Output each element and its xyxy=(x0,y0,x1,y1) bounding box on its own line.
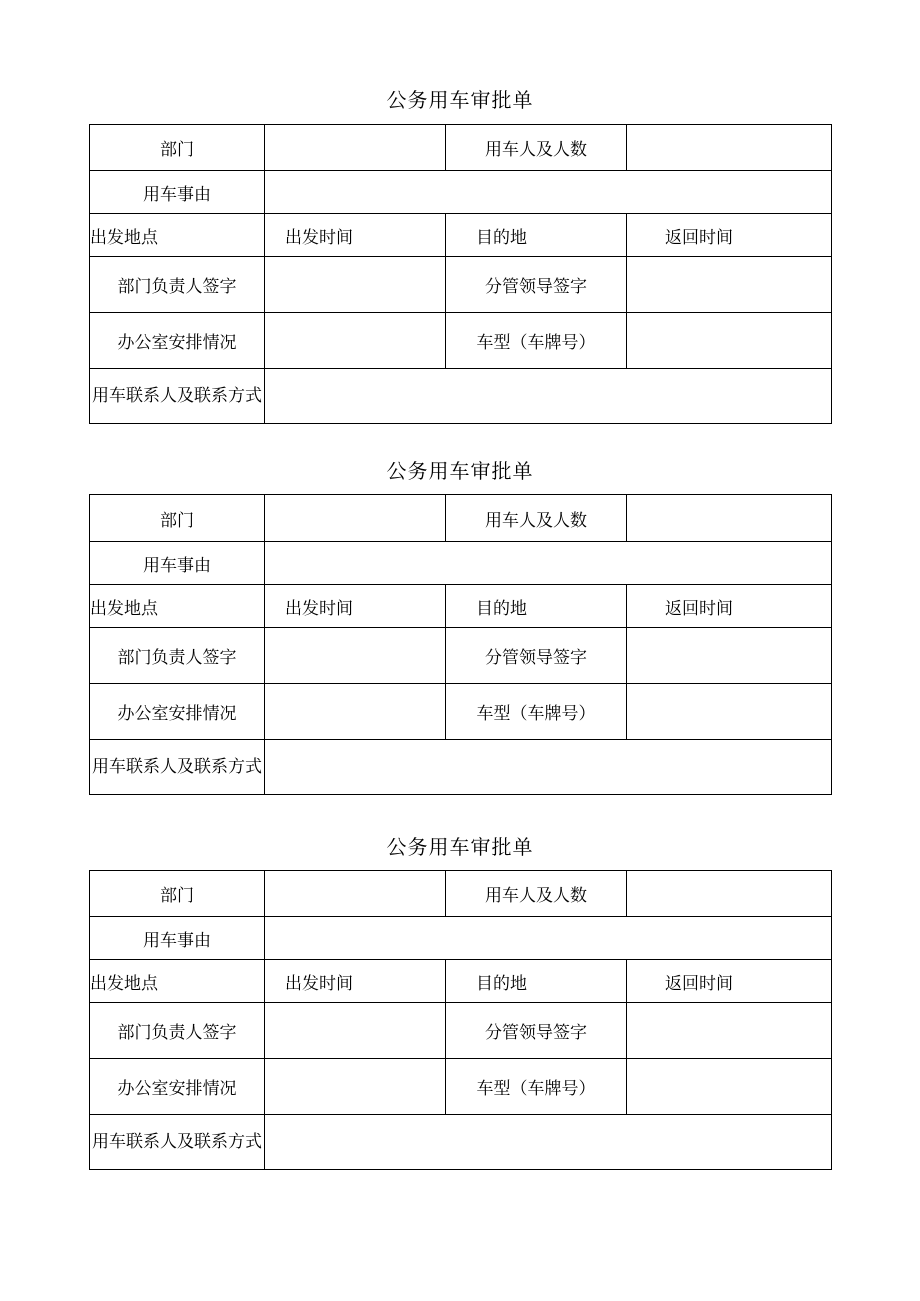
approval-table xyxy=(89,124,832,424)
vehicle-model-label: 车型（车牌号） xyxy=(446,1059,627,1115)
contact-field[interactable] xyxy=(265,740,832,795)
destination-label: 目的地 xyxy=(446,585,627,628)
contact-field[interactable] xyxy=(265,369,832,424)
passengers-field[interactable] xyxy=(627,495,832,542)
departure-place-label: 出发地点 xyxy=(90,585,265,628)
departure-place-label: 出发地点 xyxy=(90,214,265,257)
department-field[interactable] xyxy=(265,871,446,917)
passengers-field[interactable] xyxy=(627,871,832,917)
passengers-label: 用车人及人数 xyxy=(446,871,627,917)
reason-field[interactable] xyxy=(265,917,832,960)
form-title: 公务用车审批单 xyxy=(386,88,534,112)
departure-time-label: 出发时间 xyxy=(265,960,446,1003)
reason-label: 用车事由 xyxy=(90,917,265,960)
approval-table xyxy=(89,870,832,1170)
reason-label: 用车事由 xyxy=(90,542,265,585)
contact-label: 用车联系人及联系方式 xyxy=(90,369,265,424)
leader-signature-label: 分管领导签字 xyxy=(446,628,627,684)
approval-table xyxy=(89,494,832,795)
return-time-label: 返回时间 xyxy=(627,585,832,628)
vehicle-model-field[interactable] xyxy=(627,684,832,740)
reason-field[interactable] xyxy=(265,542,832,585)
dept-head-signature-label: 部门负责人签字 xyxy=(90,257,265,313)
departure-time-label: 出发时间 xyxy=(265,214,446,257)
department-label: 部门 xyxy=(90,495,265,542)
destination-label: 目的地 xyxy=(446,214,627,257)
vehicle-model-field[interactable] xyxy=(627,1059,832,1115)
office-arrangement-label: 办公室安排情况 xyxy=(90,684,265,740)
passengers-label: 用车人及人数 xyxy=(446,495,627,542)
reason-label: 用车事由 xyxy=(90,171,265,214)
office-arrangement-field[interactable] xyxy=(265,684,446,740)
dept-head-signature-label: 部门负责人签字 xyxy=(90,628,265,684)
passengers-label: 用车人及人数 xyxy=(446,125,627,171)
department-field[interactable] xyxy=(265,125,446,171)
dept-head-signature-label: 部门负责人签字 xyxy=(90,1003,265,1059)
dept-head-signature-field[interactable] xyxy=(265,628,446,684)
dept-head-signature-field[interactable] xyxy=(265,257,446,313)
departure-place-label: 出发地点 xyxy=(90,960,265,1003)
departure-time-label: 出发时间 xyxy=(265,585,446,628)
passengers-field[interactable] xyxy=(627,125,832,171)
office-arrangement-label: 办公室安排情况 xyxy=(90,1059,265,1115)
leader-signature-label: 分管领导签字 xyxy=(446,1003,627,1059)
vehicle-model-label: 车型（车牌号） xyxy=(446,313,627,369)
office-arrangement-label: 办公室安排情况 xyxy=(90,313,265,369)
dept-head-signature-field[interactable] xyxy=(265,1003,446,1059)
department-field[interactable] xyxy=(265,495,446,542)
office-arrangement-field[interactable] xyxy=(265,1059,446,1115)
destination-label: 目的地 xyxy=(446,960,627,1003)
vehicle-model-label: 车型（车牌号） xyxy=(446,684,627,740)
leader-signature-field[interactable] xyxy=(627,257,832,313)
form-title: 公务用车审批单 xyxy=(386,459,534,483)
contact-label: 用车联系人及联系方式 xyxy=(90,1115,265,1170)
leader-signature-field[interactable] xyxy=(627,628,832,684)
contact-label: 用车联系人及联系方式 xyxy=(90,740,265,795)
department-label: 部门 xyxy=(90,871,265,917)
vehicle-model-field[interactable] xyxy=(627,313,832,369)
return-time-label: 返回时间 xyxy=(627,214,832,257)
leader-signature-label: 分管领导签字 xyxy=(446,257,627,313)
contact-field[interactable] xyxy=(265,1115,832,1170)
return-time-label: 返回时间 xyxy=(627,960,832,1003)
office-arrangement-field[interactable] xyxy=(265,313,446,369)
form-title: 公务用车审批单 xyxy=(386,835,534,859)
leader-signature-field[interactable] xyxy=(627,1003,832,1059)
reason-field[interactable] xyxy=(265,171,832,214)
department-label: 部门 xyxy=(90,125,265,171)
